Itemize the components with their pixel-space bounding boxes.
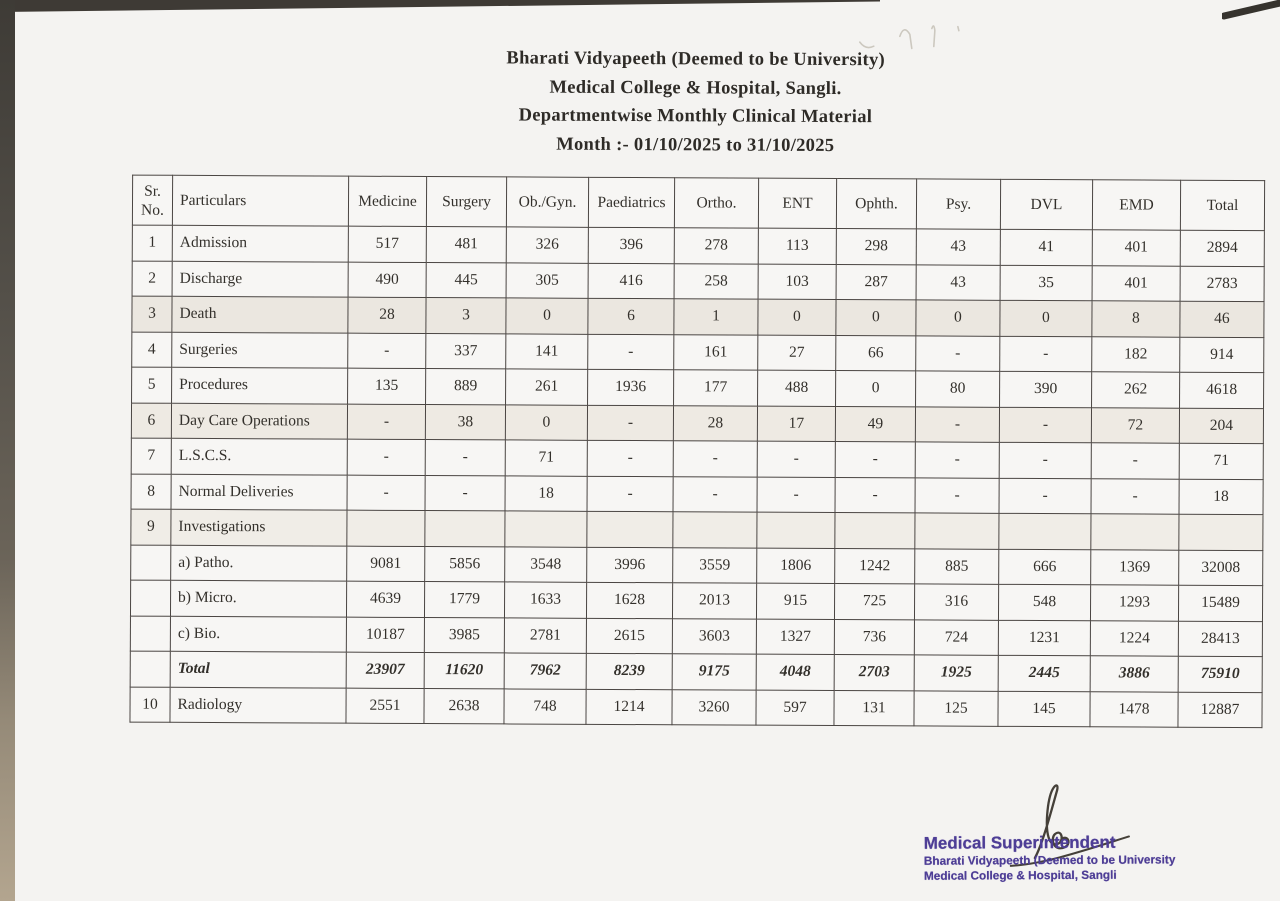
stamp-block (924, 832, 1176, 882)
cell-value: 390 (1000, 371, 1092, 407)
cell-value: - (347, 439, 425, 475)
cell-value (1091, 514, 1179, 550)
cell-value: 17 (757, 406, 835, 442)
cell-value: 481 (426, 227, 506, 263)
cell-value: 125 (914, 690, 998, 726)
cell-particulars: Procedures (172, 367, 348, 403)
stamp-org-line2: Medical College & Hospital, Sangli (923, 867, 1117, 883)
cell-value: 12887 (1178, 692, 1262, 728)
cell-particulars: L.S.C.S. (171, 438, 347, 474)
cell-value: 32008 (1179, 550, 1263, 586)
cell-value: 337 (426, 333, 506, 369)
cell-sr-no: 3 (132, 296, 172, 332)
cell-sr-no: 1 (132, 225, 172, 261)
cell-sr-no (131, 545, 171, 581)
table-row (132, 296, 1264, 337)
col-total: Total (1180, 180, 1264, 230)
scan-edge-left (0, 0, 15, 901)
cell-value: - (587, 405, 673, 441)
cell-value: 4639 (346, 581, 424, 617)
cell-value: 80 (916, 371, 1000, 407)
org-title: Bharati Vidyapeeth (Deemed to be University) (506, 48, 886, 71)
cell-value: 1925 (914, 655, 998, 691)
cell-value: 35 (1000, 265, 1092, 301)
cell-value: 261 (506, 369, 588, 405)
col-sr-no: Sr. No. (132, 175, 172, 225)
cell-value: 204 (1179, 408, 1263, 444)
cell-value: 135 (348, 368, 426, 404)
table-row (132, 332, 1264, 373)
cell-sr-no: 9 (131, 509, 171, 545)
cell-sr-no: 5 (132, 367, 172, 403)
cell-value: - (1091, 443, 1179, 479)
cell-value (587, 511, 673, 547)
cell-value: 182 (1092, 336, 1180, 372)
cell-value: 3603 (672, 618, 756, 654)
cell-value: - (587, 476, 673, 512)
cell-value: 548 (998, 584, 1090, 620)
col-psy: Psy. (916, 179, 1000, 229)
cell-value: 0 (505, 404, 587, 440)
cell-sr-no: 4 (132, 332, 172, 368)
col-paediatrics: Paediatrics (588, 177, 674, 227)
table-row (131, 403, 1263, 444)
cell-value (915, 513, 999, 549)
cell-value (835, 513, 915, 549)
cell-value: - (425, 440, 505, 476)
cell-particulars: Radiology (170, 687, 346, 723)
col-emd: EMD (1092, 180, 1180, 230)
cell-value: - (835, 477, 915, 513)
cell-value: 1231 (998, 620, 1090, 656)
cell-sr-no: 7 (131, 438, 171, 474)
cell-value: 666 (999, 549, 1091, 585)
table-row (131, 545, 1263, 586)
cell-value: - (1091, 478, 1179, 514)
table-row (131, 509, 1263, 550)
cell-value: 1327 (756, 619, 834, 655)
cell-value: 2445 (998, 655, 1090, 691)
stamp-org-line1: Bharati Vidyapeeth (Deemed to be University (923, 852, 1176, 868)
cell-value (505, 511, 587, 547)
col-ent: ENT (758, 178, 836, 228)
cell-value: 28 (673, 405, 757, 441)
cell-value (757, 512, 835, 548)
cell-value (347, 510, 425, 546)
cell-value: - (1000, 336, 1092, 372)
cell-value: - (915, 406, 999, 442)
cell-value: 9081 (347, 546, 425, 582)
cell-particulars: Investigations (171, 509, 347, 545)
cell-value: 3 (426, 298, 506, 334)
cell-value: 1214 (586, 689, 672, 725)
cell-value: 1779 (424, 582, 504, 618)
cell-value: - (587, 440, 673, 476)
cell-value: 2638 (424, 688, 504, 724)
col-dvl: DVL (1000, 179, 1092, 229)
cell-value: 8239 (586, 653, 672, 689)
col-ob-gyn: Ob./Gyn. (506, 177, 588, 227)
table-row (130, 616, 1262, 657)
table-header (132, 175, 1264, 231)
cell-value: 488 (758, 370, 836, 406)
cell-particulars: Discharge (172, 261, 348, 297)
cell-value: - (348, 333, 426, 369)
cell-value: 28 (348, 297, 426, 333)
cell-value: - (347, 404, 425, 440)
cell-value: 2781 (504, 617, 586, 653)
cell-value: 262 (1092, 372, 1180, 408)
cell-value: 1293 (1090, 585, 1178, 621)
cell-value: 915 (756, 583, 834, 619)
clinical-material-table (129, 175, 1265, 729)
table-row (130, 687, 1262, 728)
cell-value: 298 (836, 229, 916, 265)
cell-value: 103 (758, 264, 836, 300)
cell-value: 43 (916, 229, 1000, 265)
cell-value: - (588, 334, 674, 370)
cell-value: - (915, 442, 999, 478)
table-row (130, 580, 1262, 621)
cell-value: 38 (425, 404, 505, 440)
cell-value: - (347, 475, 425, 511)
cell-value: 75910 (1178, 656, 1262, 692)
cell-value: - (999, 407, 1091, 443)
cell-value: 9175 (672, 654, 756, 690)
report-month: Month :- 01/10/2025 to 31/10/2025 (556, 134, 835, 156)
cell-value: 11620 (424, 653, 504, 689)
table-row (132, 261, 1264, 302)
cell-value (1179, 514, 1263, 550)
cell-value: 27 (758, 335, 836, 371)
report-name: Departmentwise Monthly Clinical Material (518, 105, 873, 128)
stamp-role: Medical Superintendent (923, 832, 1116, 853)
cell-value: 161 (674, 334, 758, 370)
cell-value: 15489 (1178, 585, 1262, 621)
cell-particulars: Admission (172, 225, 348, 261)
cell-value: 0 (506, 298, 588, 334)
cell-particulars: Death (172, 296, 348, 332)
cell-value: - (757, 441, 835, 477)
cell-value: - (425, 475, 505, 511)
cell-value: 2615 (586, 618, 672, 654)
cell-sr-no: 10 (130, 687, 170, 723)
cell-value (999, 513, 1091, 549)
cell-sr-no (130, 580, 170, 616)
cell-value: 914 (1180, 337, 1264, 373)
cell-value: 1369 (1091, 549, 1179, 585)
table-row (131, 438, 1263, 479)
cell-value: 1806 (757, 548, 835, 584)
cell-value: 1224 (1090, 620, 1178, 656)
cell-sr-no: 8 (131, 474, 171, 510)
cell-value: 28413 (1178, 621, 1262, 657)
cell-value: - (999, 478, 1091, 514)
table-row (131, 474, 1263, 515)
cell-value: 46 (1180, 301, 1264, 337)
table-row (132, 367, 1264, 408)
cell-value: 3559 (673, 547, 757, 583)
cell-sr-no (130, 651, 170, 687)
cell-value (425, 511, 505, 547)
cell-value: 1628 (586, 582, 672, 618)
cell-value: 49 (835, 406, 915, 442)
cell-value: 3996 (587, 547, 673, 583)
cell-value: 7962 (504, 653, 586, 689)
cell-value: 2703 (834, 655, 914, 691)
cell-value: 23907 (346, 652, 424, 688)
cell-value: 3548 (505, 546, 587, 582)
cell-value: 0 (836, 300, 916, 336)
cell-particulars: b) Micro. (170, 580, 346, 616)
cell-value: 1242 (835, 548, 915, 584)
cell-value: 0 (758, 299, 836, 335)
header-row (132, 175, 1264, 231)
cell-value: 287 (836, 264, 916, 300)
table-body (130, 225, 1264, 728)
cell-value: 736 (834, 619, 914, 655)
cell-value: 3985 (424, 617, 504, 653)
cell-sr-no: 6 (131, 403, 171, 439)
report-title-block (132, 43, 1259, 163)
cell-value: 1 (674, 299, 758, 335)
cell-value: 43 (916, 264, 1000, 300)
col-ophth: Ophth. (836, 179, 916, 229)
cell-value: 2894 (1180, 230, 1264, 266)
cell-value: 396 (588, 227, 674, 263)
cell-value: 2013 (672, 583, 756, 619)
cell-value: 141 (506, 333, 588, 369)
cell-value: 490 (348, 262, 426, 298)
cell-sr-no: 2 (132, 261, 172, 297)
cell-value: 258 (674, 263, 758, 299)
cell-value: 0 (836, 371, 916, 407)
org-subtitle: Medical College & Hospital, Sangli. (549, 77, 842, 99)
cell-value: - (915, 477, 999, 513)
cell-value: 2551 (346, 688, 424, 724)
cell-value: 131 (834, 690, 914, 726)
cell-value: 8 (1092, 301, 1180, 337)
cell-value: 597 (756, 690, 834, 726)
cell-sr-no (130, 616, 170, 652)
cell-value: 5856 (425, 546, 505, 582)
cell-particulars: Total (170, 651, 346, 687)
cell-value: 113 (758, 228, 836, 264)
cell-particulars: Normal Deliveries (171, 474, 347, 510)
cell-value: 724 (914, 619, 998, 655)
cell-value: 889 (426, 369, 506, 405)
cell-value: 316 (914, 584, 998, 620)
table-row (132, 225, 1264, 266)
cell-value: 278 (674, 228, 758, 264)
cell-value: 177 (674, 370, 758, 406)
cell-value: 145 (998, 691, 1090, 727)
cell-value: - (835, 442, 915, 478)
cell-value: 0 (1000, 300, 1092, 336)
cell-particulars: Day Care Operations (171, 403, 347, 439)
cell-value: 72 (1091, 407, 1179, 443)
cell-value: - (999, 442, 1091, 478)
cell-value: 71 (505, 440, 587, 476)
cell-value: 18 (1179, 479, 1263, 515)
cell-value: 41 (1000, 229, 1092, 265)
cell-value: 1478 (1090, 691, 1178, 727)
cell-value: 401 (1092, 265, 1180, 301)
scan-edge-top (0, 0, 880, 14)
cell-value: 305 (506, 262, 588, 298)
cell-value: 10187 (346, 617, 424, 653)
cell-value: 4618 (1180, 372, 1264, 408)
col-particulars: Particulars (172, 175, 348, 226)
cell-value: 416 (588, 263, 674, 299)
cell-value: 748 (504, 688, 586, 724)
cell-value: 885 (915, 548, 999, 584)
cell-value: 4048 (756, 654, 834, 690)
cell-value: 66 (836, 335, 916, 371)
cell-value: 71 (1179, 443, 1263, 479)
cell-value: 1936 (588, 369, 674, 405)
cell-value: 401 (1092, 230, 1180, 266)
cell-value: 326 (506, 227, 588, 263)
table-row (130, 651, 1262, 692)
cell-value: 0 (916, 300, 1000, 336)
cell-value: 2783 (1180, 266, 1264, 302)
cell-value: - (673, 476, 757, 512)
cell-value: 517 (348, 226, 426, 262)
scan-corner-mark (1222, 0, 1280, 20)
cell-particulars: a) Patho. (171, 545, 347, 581)
cell-value: - (916, 335, 1000, 371)
cell-value: 725 (834, 584, 914, 620)
cell-value (673, 512, 757, 548)
cell-value: 18 (505, 475, 587, 511)
cell-particulars: c) Bio. (170, 616, 346, 652)
col-medicine: Medicine (348, 176, 426, 226)
cell-value: 3886 (1090, 656, 1178, 692)
cell-value: - (757, 477, 835, 513)
cell-particulars: Surgeries (172, 332, 348, 368)
col-surgery: Surgery (426, 177, 506, 227)
cell-value: 6 (588, 298, 674, 334)
cell-value: 445 (426, 262, 506, 298)
cell-value: - (673, 441, 757, 477)
cell-value: 3260 (672, 689, 756, 725)
col-ortho: Ortho. (674, 178, 758, 228)
cell-value: 1633 (504, 582, 586, 618)
